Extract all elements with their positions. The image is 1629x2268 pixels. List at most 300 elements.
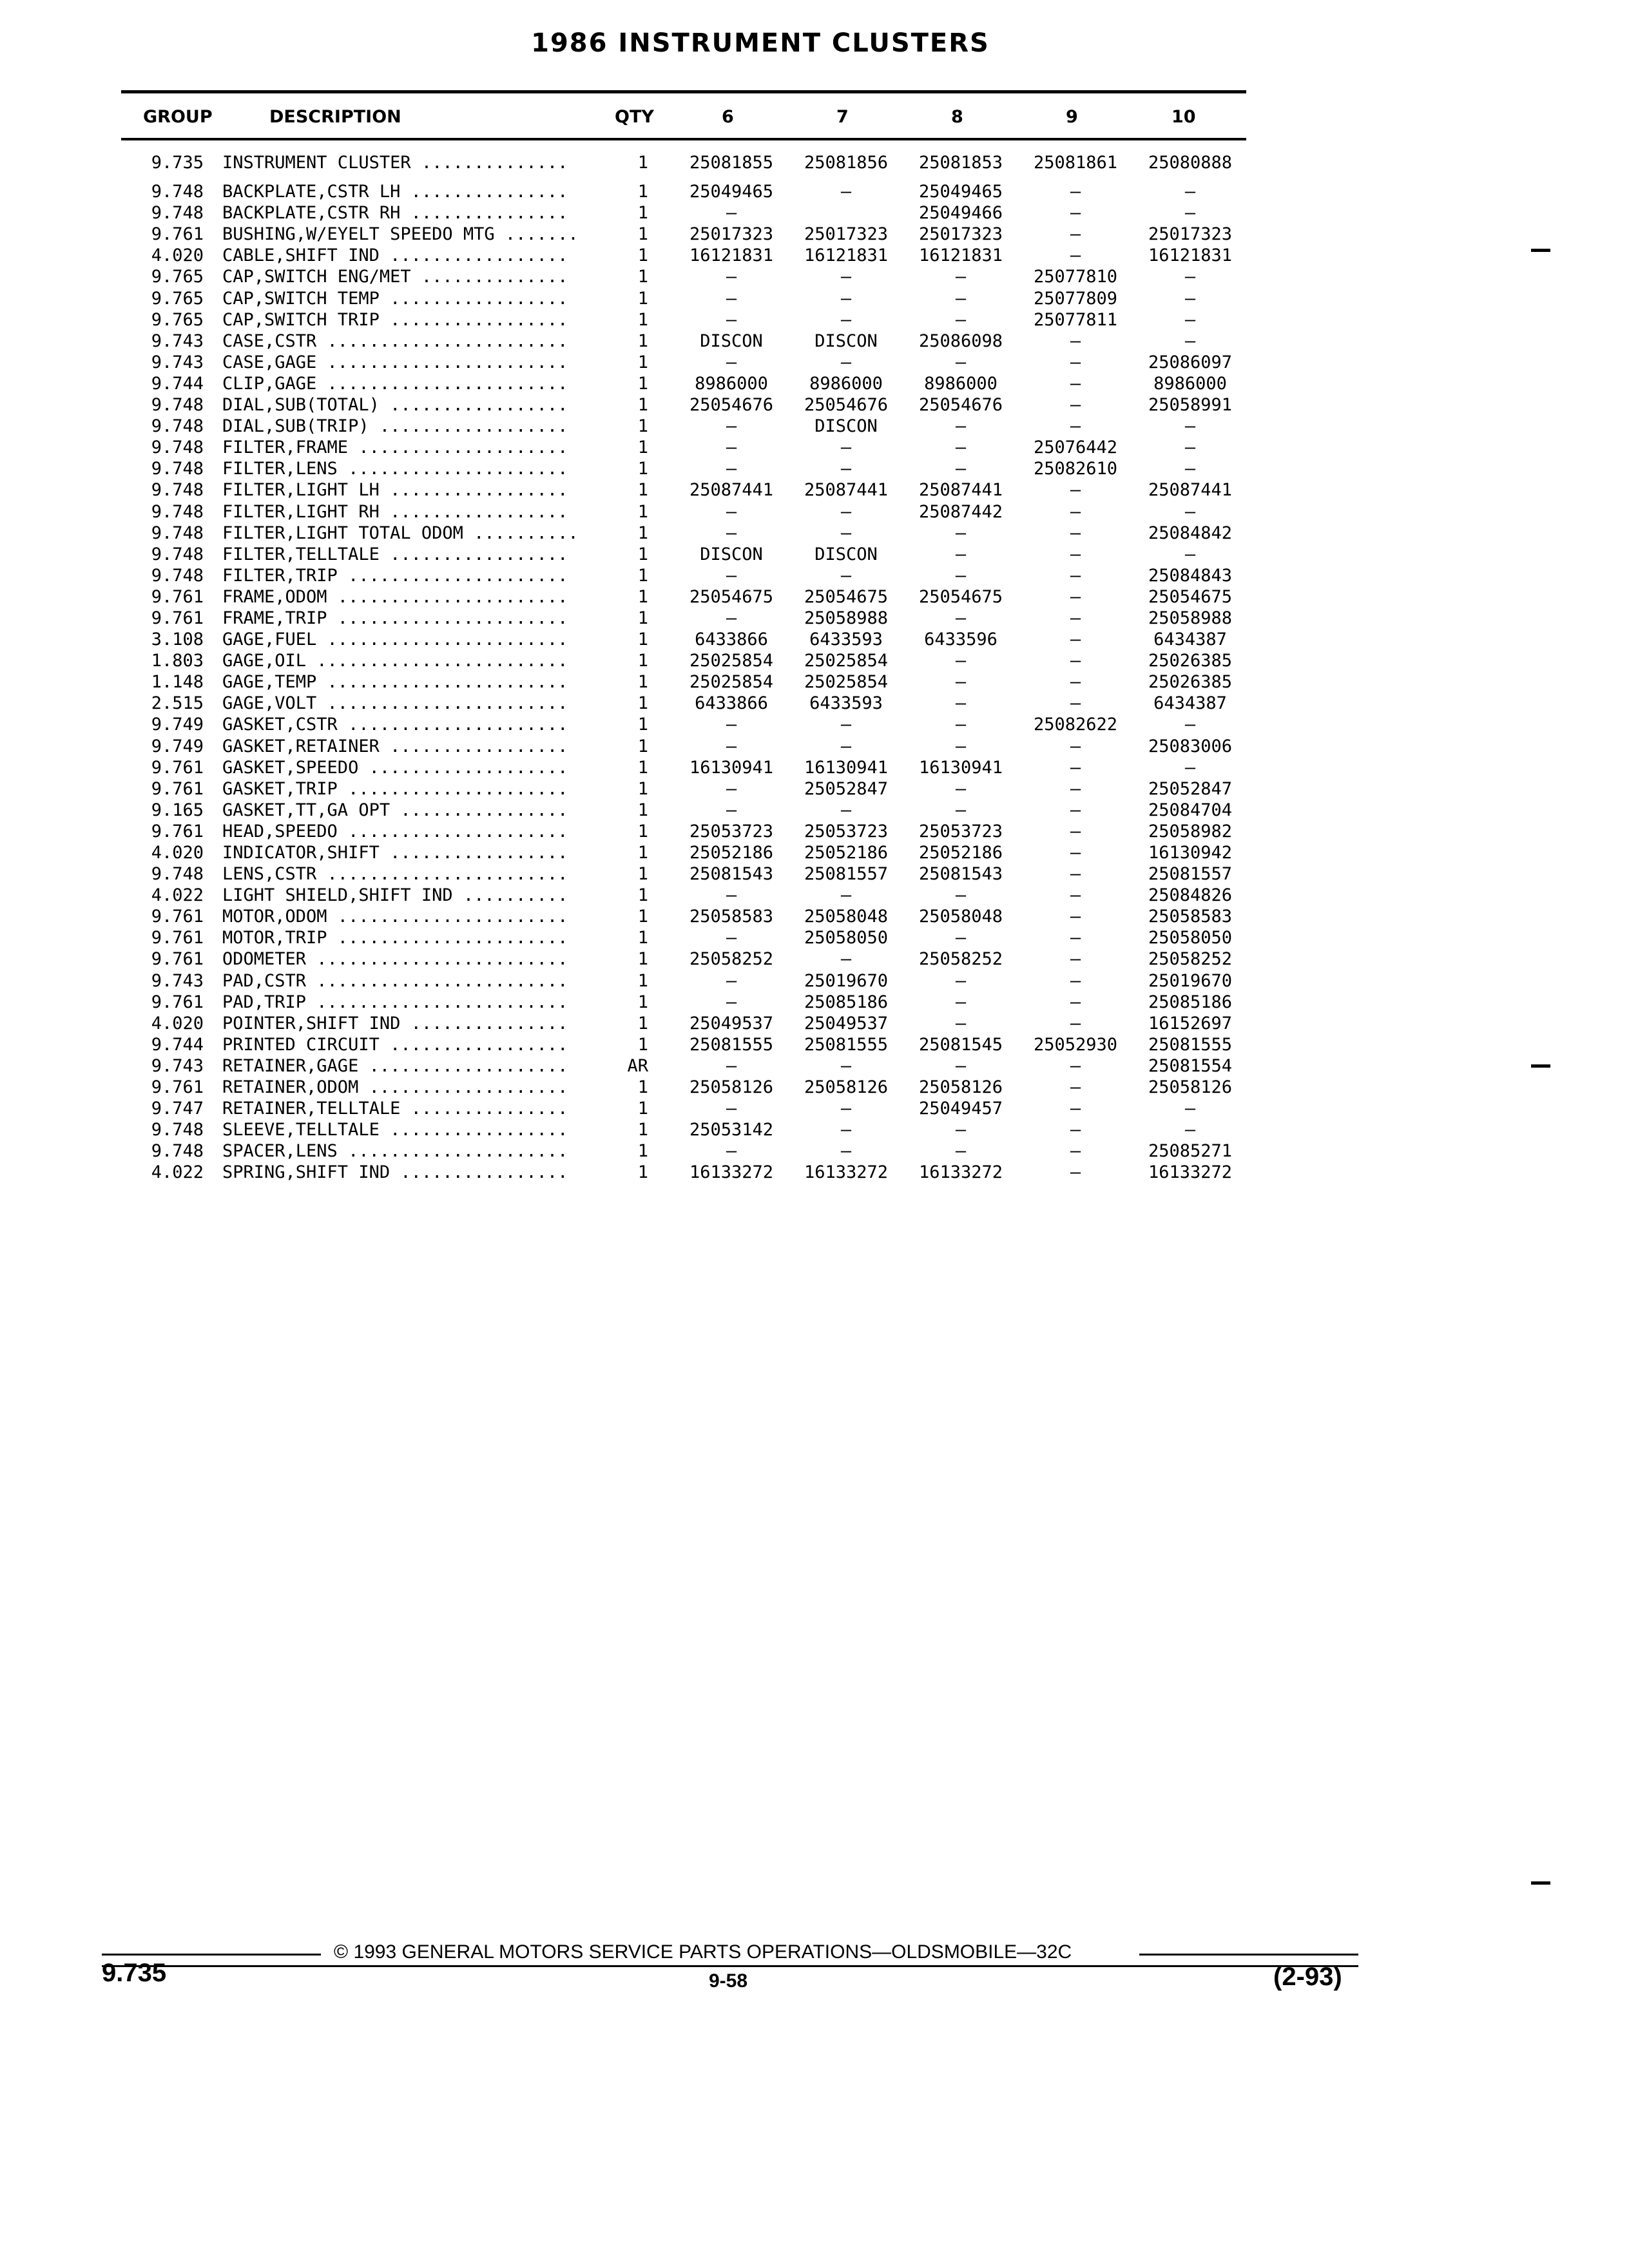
- col6-cell: —: [726, 992, 737, 1012]
- col9-cell: —: [1070, 1141, 1081, 1162]
- table-row: [0, 224, 1629, 245]
- col6-cell: —: [726, 1055, 737, 1076]
- col8-cell: —: [955, 778, 967, 799]
- table-row: [0, 821, 1629, 842]
- col8-cell: 25086098: [918, 331, 1003, 351]
- qty-cell: 1: [637, 992, 648, 1012]
- qty-cell: 1: [637, 331, 648, 351]
- qty-cell: 1: [637, 245, 648, 266]
- group-cell: 9.743: [151, 1055, 204, 1076]
- col10-cell: 16133272: [1148, 1162, 1233, 1183]
- description-cell: LIGHT SHIELD,SHIFT IND ..........: [222, 885, 568, 906]
- table-row: [0, 523, 1629, 544]
- col6-cell: —: [726, 778, 737, 799]
- qty-cell: 1: [637, 182, 648, 202]
- col9-cell: —: [1070, 970, 1081, 991]
- col9-cell: —: [1070, 245, 1081, 266]
- group-cell: 9.761: [151, 757, 204, 778]
- qty-cell: 1: [637, 757, 648, 778]
- description-cell: GASKET,SPEEDO ...................: [222, 757, 568, 778]
- col10-cell: —: [1184, 715, 1196, 735]
- col9-cell: —: [1070, 928, 1081, 948]
- column-header-qty: QTY: [615, 107, 654, 127]
- col9-cell: —: [1070, 182, 1081, 202]
- col6-cell: 25053723: [689, 821, 774, 841]
- table-row: [0, 331, 1629, 352]
- col7-cell: —: [840, 1120, 852, 1140]
- table-row: [0, 948, 1629, 970]
- table-row: [0, 479, 1629, 501]
- col8-cell: 25081545: [918, 1034, 1003, 1055]
- col8-cell: 25049457: [918, 1099, 1003, 1119]
- footer-copyright: © 1993 GENERAL MOTORS SERVICE PARTS OPERATIONS—OLDSMOBILE—32C: [334, 1941, 1072, 1963]
- col6-cell: 25052186: [689, 843, 774, 863]
- col7-cell: 6433593: [809, 629, 883, 650]
- col8-cell: —: [955, 544, 967, 564]
- footer-rule-left: [102, 1954, 321, 1956]
- col8-cell: —: [955, 800, 967, 820]
- qty-cell: 1: [637, 437, 648, 458]
- col8-cell: 16130941: [918, 757, 1003, 778]
- qty-cell: 1: [637, 736, 648, 756]
- description-cell: CAP,SWITCH TRIP .................: [222, 309, 568, 330]
- col6-cell: —: [726, 203, 737, 224]
- col7-cell: 8986000: [809, 373, 883, 394]
- table-row: [0, 778, 1629, 800]
- col7-cell: 25054676: [804, 395, 889, 416]
- col8-cell: —: [955, 608, 967, 628]
- col9-cell: —: [1070, 352, 1081, 372]
- table-row: [0, 544, 1629, 565]
- table-row: [0, 586, 1629, 608]
- table-row: [0, 757, 1629, 778]
- col6-cell: 25054675: [689, 586, 774, 607]
- description-cell: CABLE,SHIFT IND .................: [222, 245, 568, 266]
- group-cell: 9.748: [151, 544, 204, 564]
- description-cell: PAD,TRIP ........................: [222, 992, 568, 1012]
- group-cell: 9.749: [151, 736, 204, 756]
- margin-mark: [1531, 249, 1550, 252]
- col8-cell: 25049465: [918, 182, 1003, 202]
- col6-cell: —: [726, 501, 737, 522]
- description-cell: SLEEVE,TELLTALE .................: [222, 1120, 568, 1140]
- qty-cell: 1: [637, 608, 648, 628]
- description-cell: FRAME,ODOM ......................: [222, 586, 568, 607]
- col9-cell: —: [1070, 778, 1081, 799]
- col6-cell: —: [726, 352, 737, 372]
- group-cell: 9.765: [151, 267, 204, 287]
- col6-cell: 25087441: [689, 480, 774, 501]
- table-row: [0, 1077, 1629, 1098]
- qty-cell: 1: [637, 885, 648, 906]
- col7-cell: —: [840, 182, 852, 202]
- col7-cell: 25087441: [804, 480, 889, 501]
- col7-cell: —: [840, 1141, 852, 1162]
- col7-cell: —: [840, 1099, 852, 1119]
- description-cell: INDICATOR,SHIFT .................: [222, 843, 568, 863]
- col6-cell: 25017323: [689, 224, 774, 245]
- qty-cell: 1: [637, 224, 648, 245]
- col8-cell: —: [955, 736, 967, 756]
- col6-cell: 6433866: [695, 629, 768, 650]
- footer-rule-right: [1139, 1954, 1358, 1956]
- col8-cell: 25017323: [918, 224, 1003, 245]
- group-cell: 9.761: [151, 778, 204, 799]
- group-cell: 9.765: [151, 309, 204, 330]
- col8-cell: —: [955, 992, 967, 1012]
- col8-cell: 25058048: [918, 907, 1003, 927]
- col6-cell: 16130941: [689, 757, 774, 778]
- col7-cell: —: [840, 501, 852, 522]
- col10-cell: —: [1184, 437, 1196, 458]
- group-cell: 9.748: [151, 182, 204, 202]
- col8-cell: —: [955, 1013, 967, 1033]
- col10-cell: 16121831: [1148, 245, 1233, 266]
- col7-cell: —: [840, 288, 852, 309]
- parts-table: [0, 152, 1629, 1184]
- group-cell: 9.165: [151, 800, 204, 820]
- col7-cell: 25081856: [804, 153, 889, 173]
- table-row: [0, 266, 1629, 287]
- group-cell: 9.761: [151, 1077, 204, 1098]
- col6-cell: —: [726, 437, 737, 458]
- qty-cell: 1: [637, 565, 648, 586]
- col6-cell: 25054676: [689, 395, 774, 416]
- header-bottom-rule: [121, 138, 1246, 140]
- col7-cell: 25058988: [804, 608, 889, 628]
- col8-cell: 25054675: [918, 586, 1003, 607]
- col7-cell: 25025854: [804, 672, 889, 693]
- col8-cell: —: [955, 651, 967, 671]
- col8-cell: —: [955, 715, 967, 735]
- qty-cell: 1: [637, 352, 648, 372]
- col8-cell: 6433596: [924, 629, 998, 650]
- footer-section-number: 9.735: [102, 1959, 167, 1987]
- description-cell: MOTOR,TRIP ......................: [222, 928, 568, 948]
- col10-cell: 6434387: [1153, 629, 1227, 650]
- col8-cell: 25081543: [918, 864, 1003, 885]
- col8-cell: 8986000: [924, 373, 998, 394]
- table-row: [0, 181, 1629, 202]
- col10-cell: 25081557: [1148, 864, 1233, 885]
- col8-cell: —: [955, 352, 967, 372]
- col10-cell: 25058982: [1148, 821, 1233, 841]
- col7-cell: 25085186: [804, 992, 889, 1012]
- table-row: [0, 245, 1629, 266]
- col8-cell: —: [955, 970, 967, 991]
- col7-cell: 16133272: [804, 1162, 889, 1183]
- col7-cell: —: [840, 523, 852, 543]
- qty-cell: 1: [637, 153, 648, 173]
- col6-cell: 8986000: [695, 373, 768, 394]
- col9-cell: —: [1070, 672, 1081, 693]
- col10-cell: —: [1184, 309, 1196, 330]
- col10-cell: 25058583: [1148, 907, 1233, 927]
- header-top-rule: [121, 90, 1246, 93]
- group-cell: 9.748: [151, 416, 204, 437]
- description-cell: RETAINER,TELLTALE ...............: [222, 1099, 568, 1119]
- group-cell: 9.748: [151, 523, 204, 543]
- group-cell: 9.749: [151, 715, 204, 735]
- qty-cell: 1: [637, 1120, 648, 1140]
- col9-cell: —: [1070, 416, 1081, 437]
- qty-cell: 1: [637, 672, 648, 693]
- col6-cell: 16121831: [689, 245, 774, 266]
- description-cell: BACKPLATE,CSTR RH ...............: [222, 203, 568, 224]
- description-cell: FILTER,LIGHT RH .................: [222, 501, 568, 522]
- group-cell: 9.748: [151, 203, 204, 224]
- col8-cell: 16121831: [918, 245, 1003, 266]
- col7-cell: 16121831: [804, 245, 889, 266]
- footer-page-number: 9-58: [709, 1970, 748, 1992]
- col9-cell: —: [1070, 1162, 1081, 1183]
- col9-cell: —: [1070, 1120, 1081, 1140]
- col7-cell: 25058126: [804, 1077, 889, 1098]
- group-cell: 9.743: [151, 331, 204, 351]
- table-row: [0, 1162, 1629, 1183]
- col10-cell: 25084826: [1148, 885, 1233, 906]
- table-row: [0, 608, 1629, 629]
- description-cell: CASE,GAGE .......................: [222, 352, 568, 372]
- column-header-7: 7: [836, 107, 849, 127]
- col9-cell: —: [1070, 1077, 1081, 1098]
- qty-cell: 1: [637, 416, 648, 437]
- col8-cell: —: [955, 523, 967, 543]
- footer-revision-date: (2-93): [1273, 1963, 1342, 1991]
- qty-cell: 1: [637, 778, 648, 799]
- col9-cell: —: [1070, 736, 1081, 756]
- col9-cell: 25081861: [1033, 153, 1118, 173]
- col9-cell: —: [1070, 565, 1081, 586]
- col7-cell: DISCON: [815, 544, 878, 564]
- col10-cell: 25017323: [1148, 224, 1233, 245]
- group-cell: 9.748: [151, 864, 204, 885]
- col10-cell: —: [1184, 1099, 1196, 1119]
- group-cell: 9.761: [151, 608, 204, 628]
- table-row: [0, 906, 1629, 927]
- page-title: 1986 INSTRUMENT CLUSTERS: [531, 28, 990, 58]
- description-cell: CAP,SWITCH ENG/MET ..............: [222, 267, 568, 287]
- description-cell: GAGE,FUEL .......................: [222, 629, 568, 650]
- table-row: [0, 885, 1629, 906]
- table-row: [0, 863, 1629, 885]
- description-cell: HEAD,SPEEDO .....................: [222, 821, 568, 841]
- col7-cell: —: [840, 352, 852, 372]
- group-cell: 9.748: [151, 395, 204, 416]
- col8-cell: —: [955, 565, 967, 586]
- col7-cell: 6433593: [809, 693, 883, 714]
- col6-cell: —: [726, 1099, 737, 1119]
- col7-cell: 25058050: [804, 928, 889, 948]
- col7-cell: —: [840, 800, 852, 820]
- col10-cell: 25087441: [1148, 480, 1233, 501]
- footer-rule-bottom: [102, 1965, 1358, 1967]
- col9-cell: —: [1070, 800, 1081, 820]
- col10-cell: —: [1184, 459, 1196, 479]
- description-cell: GAGE,OIL ........................: [222, 651, 568, 671]
- col6-cell: 25058126: [689, 1077, 774, 1098]
- col7-cell: 25019670: [804, 970, 889, 991]
- col7-cell: 25081555: [804, 1034, 889, 1055]
- description-cell: RETAINER,ODOM ...................: [222, 1077, 568, 1098]
- description-cell: BUSHING,W/EYELT SPEEDO MTG .......: [222, 224, 579, 245]
- qty-cell: 1: [637, 373, 648, 394]
- col6-cell: 25049465: [689, 182, 774, 202]
- col10-cell: 25081554: [1148, 1055, 1233, 1076]
- qty-cell: 1: [637, 544, 648, 564]
- group-cell: 9.748: [151, 437, 204, 458]
- table-row: [0, 458, 1629, 479]
- table-row: [0, 288, 1629, 309]
- table-row: [0, 736, 1629, 757]
- col9-cell: —: [1070, 843, 1081, 863]
- col10-cell: 25058050: [1148, 928, 1233, 948]
- description-cell: GASKET,RETAINER .................: [222, 736, 568, 756]
- col8-cell: —: [955, 416, 967, 437]
- qty-cell: 1: [637, 843, 648, 863]
- col8-cell: —: [955, 693, 967, 714]
- description-cell: FILTER,FRAME ....................: [222, 437, 568, 458]
- group-cell: 9.748: [151, 1141, 204, 1162]
- qty-cell: 1: [637, 395, 648, 416]
- col7-cell: 25054675: [804, 586, 889, 607]
- group-cell: 9.748: [151, 501, 204, 522]
- col10-cell: —: [1184, 501, 1196, 522]
- col6-cell: 25081543: [689, 864, 774, 885]
- col6-cell: —: [726, 1141, 737, 1162]
- table-row: [0, 992, 1629, 1013]
- group-cell: 9.748: [151, 459, 204, 479]
- qty-cell: 1: [637, 1162, 648, 1183]
- qty-cell: 1: [637, 1034, 648, 1055]
- qty-cell: 1: [637, 203, 648, 224]
- qty-cell: 1: [637, 459, 648, 479]
- col8-cell: —: [955, 1141, 967, 1162]
- qty-cell: 1: [637, 1077, 648, 1098]
- col8-cell: 25081853: [918, 153, 1003, 173]
- description-cell: GAGE,TEMP .......................: [222, 672, 568, 693]
- col8-cell: —: [955, 672, 967, 693]
- group-cell: 4.020: [151, 245, 204, 266]
- col9-cell: —: [1070, 373, 1081, 394]
- col10-cell: —: [1184, 288, 1196, 309]
- col10-cell: 25026385: [1148, 651, 1233, 671]
- col6-cell: 25025854: [689, 651, 774, 671]
- group-cell: 9.743: [151, 352, 204, 372]
- col10-cell: —: [1184, 331, 1196, 351]
- col8-cell: —: [955, 309, 967, 330]
- col6-cell: 6433866: [695, 693, 768, 714]
- col9-cell: —: [1070, 608, 1081, 628]
- col6-cell: —: [726, 416, 737, 437]
- table-row: [0, 437, 1629, 458]
- table-row: [0, 373, 1629, 394]
- group-cell: 9.744: [151, 373, 204, 394]
- col6-cell: —: [726, 309, 737, 330]
- col9-cell: —: [1070, 629, 1081, 650]
- col7-cell: DISCON: [815, 416, 878, 437]
- table-row: [0, 629, 1629, 650]
- description-cell: FILTER,TRIP .....................: [222, 565, 568, 586]
- col9-cell: —: [1070, 544, 1081, 564]
- table-row: [0, 416, 1629, 437]
- qty-cell: 1: [637, 288, 648, 309]
- column-header-9: 9: [1066, 107, 1078, 127]
- col6-cell: DISCON: [700, 331, 763, 351]
- col7-cell: 25025854: [804, 651, 889, 671]
- col6-cell: —: [726, 459, 737, 479]
- table-row: [0, 501, 1629, 523]
- col8-cell: —: [955, 437, 967, 458]
- table-row: [0, 1098, 1629, 1119]
- col6-cell: —: [726, 523, 737, 543]
- col7-cell: —: [840, 736, 852, 756]
- col7-cell: 25081557: [804, 864, 889, 885]
- col10-cell: 25080888: [1148, 153, 1233, 173]
- table-row: [0, 309, 1629, 331]
- col10-cell: 25058126: [1148, 1077, 1233, 1098]
- description-cell: INSTRUMENT CLUSTER ..............: [222, 153, 568, 173]
- col7-cell: —: [840, 949, 852, 970]
- col8-cell: 25052186: [918, 843, 1003, 863]
- col8-cell: 25049466: [918, 203, 1003, 224]
- qty-cell: 1: [637, 821, 648, 841]
- qty-cell: 1: [637, 309, 648, 330]
- col7-cell: 25052847: [804, 778, 889, 799]
- col7-cell: —: [840, 309, 852, 330]
- col7-cell: 25052186: [804, 843, 889, 863]
- col10-cell: 16130942: [1148, 843, 1233, 863]
- qty-cell: 1: [637, 928, 648, 948]
- col10-cell: 25083006: [1148, 736, 1233, 756]
- col10-cell: 25086097: [1148, 352, 1233, 372]
- column-header-10: 10: [1171, 107, 1196, 127]
- col10-cell: —: [1184, 1120, 1196, 1140]
- col9-cell: —: [1070, 501, 1081, 522]
- column-header-group: GROUP: [143, 107, 213, 127]
- table-row: [0, 650, 1629, 671]
- col9-cell: —: [1070, 992, 1081, 1012]
- group-cell: 4.022: [151, 1162, 204, 1183]
- group-cell: 9.761: [151, 992, 204, 1012]
- description-cell: GASKET,TT,GA OPT ................: [222, 800, 568, 820]
- col10-cell: 25058988: [1148, 608, 1233, 628]
- qty-cell: 1: [637, 267, 648, 287]
- col10-cell: —: [1184, 544, 1196, 564]
- col8-cell: —: [955, 1120, 967, 1140]
- col10-cell: 16152697: [1148, 1013, 1233, 1033]
- group-cell: 9.761: [151, 224, 204, 245]
- description-cell: FRAME,TRIP ......................: [222, 608, 568, 628]
- col7-cell: 16130941: [804, 757, 889, 778]
- group-cell: 9.761: [151, 586, 204, 607]
- qty-cell: 1: [637, 715, 648, 735]
- col7-cell: —: [840, 565, 852, 586]
- col9-cell: 25082622: [1033, 715, 1118, 735]
- description-cell: CLIP,GAGE .......................: [222, 373, 568, 394]
- col8-cell: 25058252: [918, 949, 1003, 970]
- group-cell: 4.022: [151, 885, 204, 906]
- qty-cell: 1: [637, 864, 648, 885]
- group-cell: 9.735: [151, 153, 204, 173]
- col7-cell: —: [840, 885, 852, 906]
- table-row: [0, 842, 1629, 863]
- qty-cell: 1: [637, 480, 648, 501]
- col7-cell: 25049537: [804, 1013, 889, 1033]
- col10-cell: —: [1184, 203, 1196, 224]
- group-cell: 9.761: [151, 821, 204, 841]
- col7-cell: DISCON: [815, 331, 878, 351]
